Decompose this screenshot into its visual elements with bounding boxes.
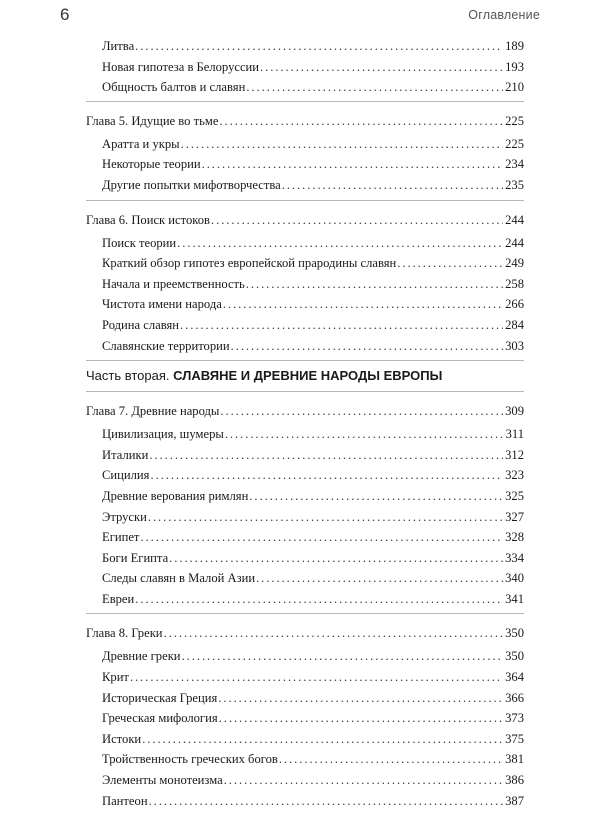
leader-dots [150, 465, 503, 486]
leader-dots [142, 729, 503, 750]
leader-dots [135, 36, 503, 57]
toc-entry-page: 386 [505, 773, 524, 788]
toc-entry-page: 311 [505, 427, 524, 442]
toc-chapter-entry[interactable] [86, 620, 524, 646]
leader-dots [140, 527, 503, 548]
toc-entry[interactable] [86, 688, 524, 709]
chapter-title: Глава 8. Греки [86, 626, 163, 641]
leader-dots [182, 646, 504, 667]
toc-entry-page: 366 [505, 690, 524, 705]
toc-entry-title: Литва [102, 39, 135, 53]
toc-entry-page: 312 [505, 447, 524, 462]
leader-dots [282, 175, 503, 196]
leader-dots [256, 568, 503, 589]
toc-entry[interactable] [86, 424, 524, 445]
toc-entry[interactable] [86, 315, 524, 336]
page-header [60, 4, 540, 26]
leader-dots [249, 486, 503, 507]
toc-entry[interactable] [86, 486, 524, 507]
leader-dots [211, 207, 503, 233]
toc-entry[interactable] [86, 589, 524, 610]
toc-entry[interactable] [86, 175, 524, 196]
toc-entry-page: 334 [505, 550, 524, 565]
toc-entry-title: Родина славян [102, 317, 180, 332]
toc-entry-title: Элементы монотеизма [102, 773, 223, 788]
leader-dots [246, 274, 503, 295]
toc-entry[interactable] [86, 770, 524, 791]
toc-entry-page: 258 [505, 276, 524, 291]
toc-entry-page: 249 [505, 256, 524, 271]
toc-entry-page: 340 [505, 571, 524, 586]
toc-entry-page: 210 [505, 80, 524, 95]
toc-entry-title: Славянские территории [102, 338, 230, 353]
leader-dots [279, 749, 503, 770]
toc-entry-page: 364 [505, 670, 524, 685]
part-name: СЛАВЯНЕ И ДРЕВНИЕ НАРОДЫ ЕВРОПЫ [173, 368, 443, 384]
toc-entry-title: Начала и преемственность [102, 276, 245, 291]
toc-entry-page: 303 [505, 338, 524, 353]
toc-entry-page: 284 [505, 317, 524, 332]
toc-section-chapter4-tail [86, 36, 524, 102]
toc-entry-title: Цивилизация, шумеры [102, 427, 224, 442]
toc-entry-page: 373 [505, 711, 524, 726]
toc-entry-title: Греческая мифология [102, 711, 218, 726]
toc-entry-title: Некоторые теории [102, 157, 201, 172]
toc-entry-title: Истоки [102, 731, 142, 746]
leader-dots [224, 770, 503, 791]
leader-dots [223, 294, 503, 315]
leader-dots [130, 667, 503, 688]
chapter-page: 244 [505, 212, 524, 227]
toc-entry[interactable] [86, 749, 524, 770]
toc-entry-page: 235 [505, 177, 524, 192]
toc-entry[interactable] [86, 507, 524, 528]
toc-section-chapter5 [86, 102, 524, 201]
chapter-page: 350 [505, 626, 524, 641]
toc-entry-title: Боги Египта [102, 550, 169, 565]
toc-entry-title: Следы славян в Малой Азии [102, 571, 256, 586]
toc-entry[interactable] [86, 134, 524, 155]
toc-section-chapter7 [86, 392, 524, 614]
running-title: Оглавление [468, 8, 540, 22]
leader-dots [180, 315, 503, 336]
toc-entry[interactable] [86, 77, 524, 98]
table-of-contents [86, 36, 524, 815]
chapter-page: 309 [505, 404, 524, 419]
toc-entry[interactable] [86, 548, 524, 569]
toc-entry-title: Новая гипотеза в Белоруссии [102, 59, 260, 74]
toc-entry-title: Другие попытки мифотворчества [102, 177, 281, 192]
toc-entry-title: Египет [102, 530, 140, 545]
leader-dots [181, 134, 503, 155]
toc-entry[interactable] [86, 729, 524, 750]
chapter-title: Глава 6. Поиск истоков [86, 212, 210, 227]
toc-entry[interactable] [86, 233, 524, 254]
toc-entry-title: Краткий обзор гипотез европейской прародины славян [102, 256, 397, 271]
leader-dots [219, 708, 503, 729]
toc-entry-title: Евреи [102, 591, 135, 606]
chapter-title: Глава 7. Древние народы [86, 404, 220, 419]
toc-entry-page: 375 [505, 731, 524, 746]
toc-entry[interactable] [86, 708, 524, 729]
toc-entry-title: Древние греки [102, 649, 181, 664]
toc-entry-page: 225 [505, 136, 524, 151]
toc-entry-title: Крит [102, 670, 129, 685]
leader-dots [164, 620, 504, 646]
leader-dots [260, 57, 503, 78]
toc-entry-page: 387 [505, 793, 524, 808]
toc-entry-title: Сицилия [102, 468, 150, 483]
toc-entry[interactable] [86, 667, 524, 688]
toc-entry-title: Историческая Греция [102, 690, 218, 705]
part-heading[interactable] [86, 361, 524, 392]
toc-entry-title: Тройственность греческих богов [102, 752, 278, 767]
toc-entry[interactable] [86, 445, 524, 466]
toc-entry-page: 244 [505, 235, 524, 250]
toc-section-chapter8 [86, 614, 524, 815]
toc-entry[interactable] [86, 527, 524, 548]
toc-section-chapter6 [86, 201, 524, 362]
toc-entry[interactable] [86, 336, 524, 357]
toc-chapter-entry[interactable] [86, 207, 524, 233]
chapter-page: 225 [505, 113, 524, 128]
page-number: 6 [60, 5, 70, 24]
toc-entry[interactable] [86, 294, 524, 315]
toc-entry-page: 323 [505, 468, 524, 483]
toc-entry-title: Аратта и укры [102, 136, 180, 151]
toc-entry[interactable] [86, 57, 524, 78]
toc-entry[interactable] [86, 253, 524, 274]
leader-dots [149, 445, 503, 466]
toc-entry-title: Италики [102, 447, 149, 462]
leader-dots [231, 336, 503, 357]
leader-dots [397, 253, 503, 274]
toc-entry[interactable] [86, 791, 524, 812]
toc-entry[interactable] [86, 36, 524, 57]
toc-entry[interactable] [86, 568, 524, 589]
toc-entry-page: 234 [505, 157, 524, 172]
leader-dots [225, 424, 504, 445]
chapter-title: Глава 5. Идущие во тьме [86, 113, 219, 128]
toc-entry-title: Этруски [102, 509, 147, 524]
leader-dots [246, 77, 503, 98]
leader-dots [149, 791, 504, 812]
leader-dots [202, 154, 504, 175]
toc-entry-page: 341 [505, 591, 524, 606]
leader-dots [218, 688, 503, 709]
leader-dots [169, 548, 503, 569]
toc-entry-title: Пантеон [102, 793, 148, 808]
leader-dots [135, 589, 503, 610]
toc-entry[interactable] [86, 646, 524, 667]
toc-entry-page: 193 [505, 59, 524, 74]
toc-chapter-entry[interactable] [86, 108, 524, 134]
toc-entry[interactable] [86, 274, 524, 295]
leader-dots [220, 398, 503, 424]
toc-chapter-entry[interactable] [86, 398, 524, 424]
toc-entry-page: 189 [505, 39, 524, 53]
toc-entry-page: 327 [505, 509, 524, 524]
toc-entry-title: Чистота имени народа [102, 297, 222, 312]
toc-entry-title: Поиск теории [102, 235, 177, 250]
leader-dots [148, 507, 503, 528]
part-label: Часть вторая. [86, 368, 170, 384]
toc-entry[interactable] [86, 154, 524, 175]
toc-entry-title: Древние верования римлян [102, 488, 249, 503]
toc-entry-page: 325 [505, 488, 524, 503]
leader-dots [177, 233, 503, 254]
toc-entry-page: 381 [505, 752, 524, 767]
toc-entry-page: 350 [505, 649, 524, 664]
toc-entry[interactable] [86, 465, 524, 486]
toc-entry-page: 266 [505, 297, 524, 312]
toc-entry-page: 328 [505, 530, 524, 545]
toc-entry-title: Общность балтов и славян [102, 80, 246, 95]
leader-dots [219, 108, 503, 134]
